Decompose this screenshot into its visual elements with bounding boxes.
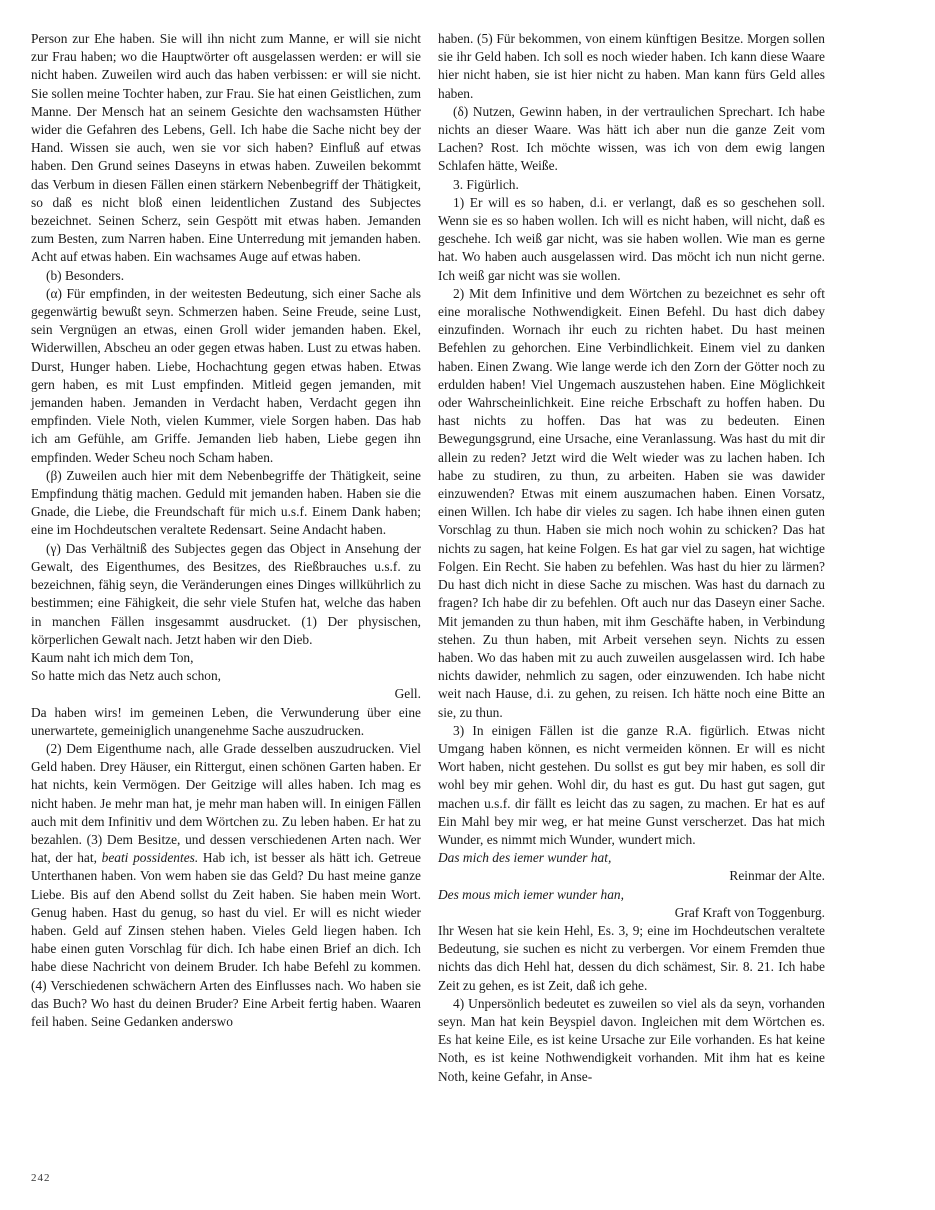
- paragraph: haben. (5) Für bekommen, von einem künftigen Besitze. Morgen sollen sie ihr Geld haben. Ich soll es noch wieder haben. Ich kann diese Waare hier nicht haben, sie ist hier nicht zu haben. Man kann fürs Geld alles haben.: [438, 31, 825, 101]
- paragraph: 1) Er will es so haben, d.i. er verlangt, daß es so geschehen soll. Wenn sie es so haben wollen. Ich will es nicht haben, will nicht, daß es geschehe. Ich weiß gar nicht, was sie haben wollen. Wie man es gerne hat. Wo haben auch ausgelassen wird. Das möcht ich nun nicht gerne. Ich weiß gar nicht was sie wollen.: [438, 194, 825, 283]
- paragraph: Da haben wirs! im gemeinen Leben, die Verwunderung über eine unerwartete, gemeiniglich unangenehme Sache auszudrucken.: [31, 704, 421, 738]
- paragraph: 3) In einigen Fällen ist die ganze R.A. figürlich. Etwas nicht Umgang haben können, es nicht vermeiden können. Er will es nicht Wort haben, nicht gestehen. Du sollst es gut bey mir haben, es soll dir wohl bey mir gehen. Wohl dir, du hast es gut. Du hast gut sagen, gut machen u.s.f. dir fällt es leicht das zu sagen, zu machen. Er hat es auf Ein Mahl bey mir weg, er hat meine Gunst verscherzet. Das hat mich Wunder, es nimmt mich Wunder, wundert mich.: [438, 722, 825, 847]
- paragraph: Ihr Wesen hat sie kein Hehl, Es. 3, 9; eine im Hochdeutschen veraltete Bedeutung, sie suchen es nicht zu verbergen. Vor einem Fremden thue nichts das dich Hehl hat, dessen du dich schämest, Sir. 8. 21. Ich habe Zeit zu gehen, es ist Zeit, daß ich gehe.: [438, 922, 825, 993]
- paragraph: (β) Zuweilen auch hier mit dem Nebenbegriffe der Thätigkeit, seine Empfindung thätig machen. Geduld mit jemanden haben. Haben sie die Gnade, die Liebe, die Freundschaft für mich u.s.f. Einem Dank haben; eine im Hochdeutschen veraltete Redensart. Seine Andacht haben.: [31, 467, 421, 538]
- paragraph: [31, 740, 421, 1031]
- section-heading: (b) Besonders.: [46, 267, 125, 283]
- verse-line: Das mich des iemer wunder hat,: [438, 850, 612, 866]
- verse-attribution: Gell.: [394, 686, 421, 702]
- verse-line: Kaum naht ich mich dem Ton,: [31, 649, 194, 665]
- section-heading: 3. Figürlich.: [453, 176, 519, 192]
- latin-phrase: beati possidentes.: [101, 850, 199, 866]
- text-run: (2) Dem Eigenthume nach, alle Grade desselben auszudrucken. Viel Geld haben. Drey Häuser, ein Rittergut, einen schönen Garten haben. Er hat nichts, kein Vermögen. Der Geitzige will alles haben. Ich mag es nicht haben. Je mehr man hat, je mehr man haben will. In einigen Fällen auch mit dem Infinitiv und dem Wörtchen zu. Zu leben haben. Er hat zu bezahlen. (3) Dem Besitze, und dessen verschiedenen Arten nach. Wer hat, der hat,: [31, 740, 421, 866]
- verse-line: Des mous mich iemer wunder han,: [438, 886, 624, 902]
- paragraph: (δ) Nutzen, Gewinn haben, in der vertraulichen Sprechart. Ich habe nichts an dieser Waare. Was hätt ich aber nun die ganze Zeit vom Lachen? Rost. Ich möchte wissen, was ich von dem ewig langen Schlafen hätte, Weiße.: [438, 103, 825, 174]
- left-column: [31, 30, 421, 1031]
- verse-line: So hatte mich das Netz auch schon,: [31, 668, 222, 684]
- paragraph: (γ) Das Verhältniß des Subjectes gegen das Object in Ansehung der Gewalt, des Eigenthumes, des Besitzes, des Rießbrauches u.s.f. zu bezeichnen, fähig seyn, die Veränderungen eines Dinges willkührlich zu bestimmen; eine Fähigkeit, die sehr viele Stufen hat, welche das haben in manchen Fällen insgesammt ausdrucket. (1) Der physischen, körperlichen Gewalt nach. Jetzt haben wir den Dieb.: [31, 540, 421, 647]
- text-run: Hab ich, ist besser als hätt ich. Getreue Unterthanen haben. Von wem haben sie das Geld? Du hast meine ganze Liebe. Bis auf den Abend sollst du Zeit haben. Sie haben mein Wort. Genug haben. Hast du genug, so hast du viel. Er will es nicht wieder haben. Geld auf Zinsen stehen haben. Vieles Geld liegen haben. Ich habe einen guten Vorschlag für dich. Ich habe einen Brief an dich. Ich habe diese Nachricht von deinem Bruder. Ich habe Befehl zu kommen. (4) Verschiedenen schwächern Arten des Einflusses nach. Wo haben sie das Buch? Wo hast du deinen Bruder? Eine Arbeit fertig haben. Waaren feil haben. Seine Gedanken anderswo: [31, 850, 421, 1029]
- paragraph: (α) Für empfinden, in der weitesten Bedeutung, sich einer Sache als gegenwärtig bewußt seyn. Schmerzen haben. Seine Freude, seine Lust, sein Vergnügen an etwas, einen Groll wider jemanden haben. Ekel, Widerwillen, Abscheu an oder gegen etwas haben. Lust zu etwas haben. Durst, Hunger haben. Liebe, Hochachtung gegen etwas haben. Etwas gern haben, es mit Lust empfinden. Mitleid gegen jemanden, mit jemanden haben. Jemanden in Verdacht haben, Verdacht gegen ihn empfinden. Viele Noth, vielen Kummer, viele Sorgen haben. Das hab ich am Gefühle, am Griffe. Jemanden lieb haben, Liebe gegen ihn empfinden. Weder Scheu noch Scham haben.: [31, 285, 421, 465]
- right-column: [438, 30, 825, 1086]
- verse-attribution: Reinmar der Alte.: [729, 868, 825, 884]
- paragraph: 4) Unpersönlich bedeutet es zuweilen so viel als da seyn, vorhanden seyn. Man hat kein Beyspiel davon. Ingleichen mit dem Wörtchen es. Es hat keine Eile, es ist keine Ursache zur Eile vorhanden. Es hat keine Noth, es ist keine Nothwendigkeit vorhanden. Mit ihm hat es keine Noth, keine Gefahr, in Anse-: [438, 995, 825, 1084]
- paragraph: 2) Mit dem Infinitive und dem Wörtchen zu bezeichnet es sehr oft eine moralische Nothwendigkeit. Einen Befehl. Du hast dich dabey einzufinden. Wornach ihr euch zu richten habet. Du hast meinen Befehlen zu gehorchen. Eine Verbindlichkeit. Einem viel zu danken haben. Einen Zwang. Wie lange werde ich den Zorn der Götter noch zu erdulden haben! Viel Ungemach auszustehen haben. Eine Möglichkeit oder Wahrscheinlichkeit. Eine reiche Erbschaft zu hoffen haben. Du hast nichts zu hoffen. Das hat was zu bedeuten. Einen Bewegungsgrund, eine Ursache, eine Veranlassung. Was hast du mit dir allein zu reden? Jetzt wird die Welt wieder was zu lachen haben. Ich habe zu studiren, zu thun, zu arbeiten. Haben sie was dawider einzuwenden? Etwas mit einem auszumachen haben. Einen Vorsatz, einen Willen. Ich habe dir vieles zu sagen. Ich habe ihnen einen guten Vorschlag zu thun. Haben sie mich noch wohin zu schicken? Das hat nichts zu sagen, hat keine Folgen. Es hat gar viel zu sagen, hat wichtige Folgen. Ein Recht. Sie haben zu befehlen. Was hast du hier zu lärmen? Du hast dich nicht in diese Sache zu mischen. Was hast du darnach zu fragen? Ich habe dir zu befehlen. Oft auch nur das Daseyn einer Sache. Mit jemanden zu thun haben, mit ihm Geschäfte haben, in Verbindung stehen. Zu thun haben, mit Arbeit versehen seyn. Nichts zu essen haben. Wo das haben mit zu auch zuweilen ausgelassen wird. Ich habe nichts dawider, nehmlich zu sagen, oder einzuwenden. Ich habe nicht weit nach Hause, d.i. zu gehen, zu reisen. Ich hätte noch eine Bitte an sie, zu thun.: [438, 285, 825, 720]
- page-number: 242: [31, 1172, 51, 1184]
- verse-attribution: Graf Kraft von Toggenburg.: [674, 904, 825, 920]
- paragraph: Person zur Ehe haben. Sie will ihn nicht zum Manne, er will sie nicht zur Frau haben; wo die Hauptwörter oft ausgelassen werden: er will sie nicht haben. Zuweilen wird auch das haben verbissen: er will sie nicht. Sie sollen meine Tochter haben, zur Frau. Sie hat einen Geistlichen, zum Manne. Der Mensch hat an seinem Gesichte den wachsamsten Hüther wider die Gefahren des Lebens, Gell. Ich habe die Sache nicht bey der Hand. Wissen sie auch, wen sie vor sich haben? Einfluß auf etwas haben. Den Grund seines Daseyns in etwas haben. Zuweilen bekommt das Verbum in diesen Fällen einen stärkern Nebenbegriff der Thätigkeit, so daß es nicht bloß einen leidentlichen Zustand des Subjectes bezeichnet. Seinen Scherz, sein Gespött mit etwas haben. Jemanden zum Besten, zum Narren haben. Eine Unterredung mit jemanden haben. Acht auf etwas haben. Ein wachsames Auge auf etwas haben.: [31, 31, 421, 265]
